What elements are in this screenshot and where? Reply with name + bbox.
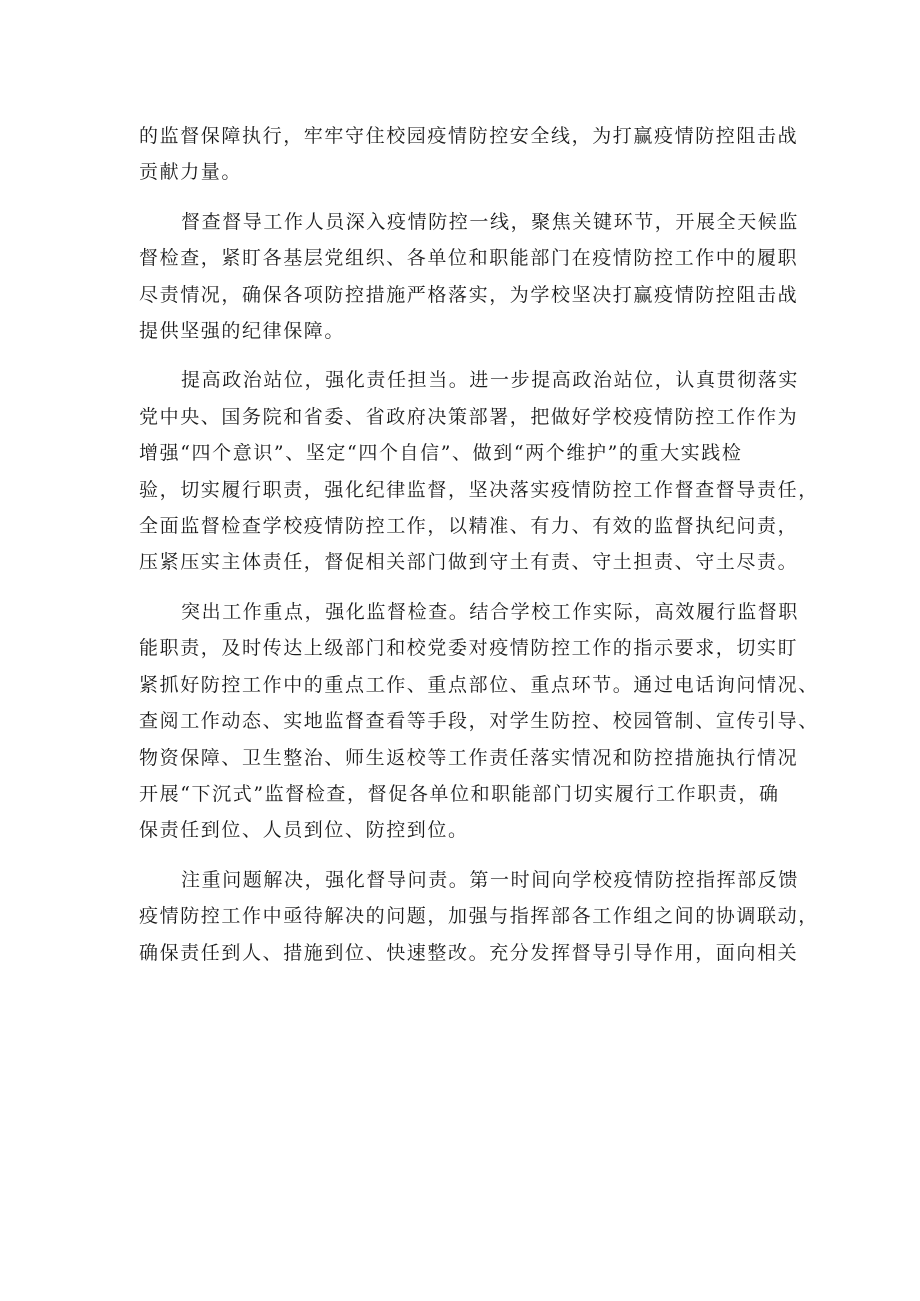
document-body <box>139 118 819 984</box>
text-line: 保责任到位、人员到位、防控到位。 <box>139 819 469 842</box>
text-line: 确保责任到人、措施到位、快速整改。充分发挥督导引导作用，面向相关 <box>139 941 799 964</box>
text-line: 增强“四个意识”、坚定“四个自信”、做到“两个维护”的重大实践检 <box>139 442 743 465</box>
text-line: 查阅工作动态、实地监督查看等手段，对学生防控、校园管制、宣传引导、 <box>139 710 819 733</box>
text-line: 督查督导工作人员深入疫情防控一线，聚焦关键环节，开展全天候监 <box>181 210 800 233</box>
text-line: 注重问题解决，强化督导问责。第一时间向学校疫情防控指挥部反馈 <box>181 868 800 891</box>
paragraph-1 <box>139 118 799 191</box>
text-line: 物资保障、卫生整治、师生返校等工作责任落实情况和防控措施执行情况 <box>139 746 799 769</box>
text-line: 能职责，及时传达上级部门和校党委对疫情防控工作的指示要求，切实盯 <box>139 637 799 660</box>
paragraph-4 <box>139 594 819 849</box>
text-line: 验，切实履行职责，强化纪律监督，坚决落实疫情防控工作督查督导责任， <box>139 478 819 501</box>
text-line: 的监督保障执行，牢牢守住校园疫情防控安全线，为打赢疫情防控阻击战 <box>139 125 799 147</box>
text-line: 提供坚强的纪律保障。 <box>139 320 346 343</box>
text-line: 疫情防控工作中亟待解决的问题，加强与指挥部各工作组之间的协调联动， <box>139 905 819 928</box>
paragraph-3 <box>139 362 819 580</box>
paragraph-2 <box>139 204 799 350</box>
text-line: 党中央、国务院和省委、省政府决策部署，把做好学校疫情防控工作作为 <box>139 405 799 428</box>
text-line: 全面监督检查学校疫情防控工作，以精准、有力、有效的监督执纪问责， <box>139 515 799 538</box>
paragraph-5 <box>139 862 819 971</box>
text-line: 紧抓好防控工作中的重点工作、重点部位、重点环节。通过电话询问情况、 <box>139 673 819 696</box>
text-line: 开展“下沉式”监督检查，督促各单位和职能部门切实履行工作职责，确 <box>139 782 780 805</box>
text-line: 贡献力量。 <box>139 161 243 184</box>
text-line: 压紧压实主体责任，督促相关部门做到守土有责、守土担责、守土尽责。 <box>139 551 799 574</box>
text-line: 尽责情况，确保各项防控措施严格落实，为学校坚决打赢疫情防控阻击战 <box>139 283 799 306</box>
text-line: 突出工作重点，强化监督检查。结合学校工作实际，高效履行监督职 <box>181 600 800 623</box>
text-line: 督检查，紧盯各基层党组织、各单位和职能部门在疫情防控工作中的履职 <box>139 247 799 270</box>
text-line: 提高政治站位，强化责任担当。进一步提高政治站位，认真贯彻落实 <box>181 369 800 392</box>
